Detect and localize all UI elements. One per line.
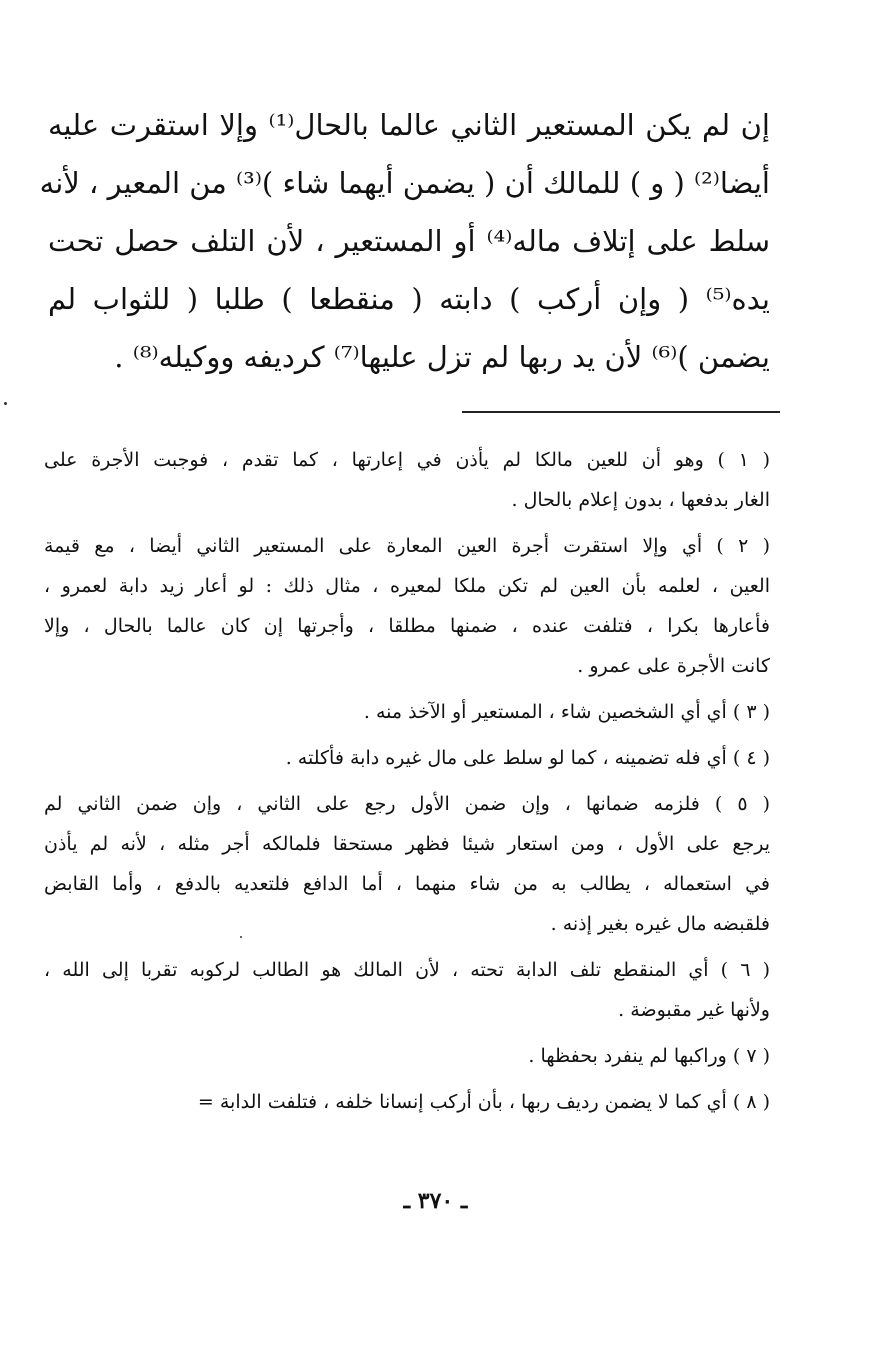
footnote-line: ولأنها غير مقبوضة . [618,999,770,1021]
footnote-2 [44,526,770,686]
footnote-line: العين ، لعلمه بأن العين لم تكن ملكا لمعيره ، مثال ذلك : لو أعار زيد دابة لعمرو ، [44,575,770,597]
footnote-3 [44,692,770,732]
footnote-line: ( ٢ ) أي وإلا استقرت أجرة العين المعارة على المستعير الثاني أيضا ، مع قيمة [44,535,771,557]
footnote-line: ( ١ ) وهو أن للعين مالكا لم يأذن في إعارتها ، كما تقدم ، فوجبت الأجرة على [44,449,771,471]
footnotes-block [44,440,770,1128]
footnote-line: فلقبضه مال غيره بغير إذنه . [550,913,770,935]
footnote-line: فأعارها بكرا ، فتلفت عنده ، ضمنها مطلقا ، وأجرتها إن كان عالما بالحال ، وإلا [44,615,770,637]
footnote-6 [44,950,770,1030]
footnote-line: كانت الأجرة على عمرو . [577,655,770,677]
main-text-block [39,96,771,386]
main-text-line: يده⁽⁵⁾ ( وإن أركب ) دابته ( منقطعا ) طلبا ( للثواب لم [48,282,770,316]
main-text-line: يضمن )⁽⁶⁾ لأن يد ربها لم تزل عليها⁽⁷⁾ كرديفه ووكيله⁽⁸⁾ . [114,340,770,374]
footnote-7 [44,1036,770,1076]
footnote-line: في استعماله ، يطالب به من شاء منهما ، أما الدافع فلتعديه بالدفع ، وأما القابض [44,873,770,895]
footnote-1 [44,440,770,520]
footnote-5 [44,784,770,944]
footnote-line: ( ٨ ) أي كما لا يضمن رديف ربها ، بأن أركب إنسانا خلفه ، فتلفت الدابة = [197,1091,770,1113]
footnote-line: ( ٦ ) أي المنقطع تلف الدابة تحته ، لأن المالك هو الطالب لركوبه تقربا إلى الله ، [44,959,770,981]
footnote-line: ( ٧ ) وراكبها لم ينفرد بحفظها . [528,1045,770,1067]
footnote-line: الغار بدفعها ، بدون إعلام بالحال . [511,489,770,511]
main-text-line: سلط على إتلاف ماله⁽⁴⁾ أو المستعير ، لأن التلف حصل تحت [48,224,771,258]
scan-speck [4,402,7,405]
main-text-line: أيضا⁽²⁾ ( و ) للمالك أن ( يضمن أيهما شاء )⁽³⁾ من المعير ، لأنه [39,166,770,200]
footnote-line: ( ٤ ) أي فله تضمينه ، كما لو سلط على مال غيره دابة فأكلته . [285,747,770,769]
footnote-4 [44,738,770,778]
scan-speck [240,936,242,938]
page-number: ـ ٣٧٠ ـ [403,1188,468,1214]
footnote-line: يرجع على الأول ، ومن استعار شيئا فظهر مستحقا فلمالكه أجر مثله ، لأنه لم يأذن [44,833,770,855]
footnote-line: ( ٥ ) فلزمه ضمانها ، وإن ضمن الأول رجع على الثاني ، وإن ضمن الثاني لم [44,793,770,815]
main-text-line: إن لم يكن المستعير الثاني عالما بالحال⁽¹⁾ وإلا استقرت عليه [48,108,770,142]
footnote-divider [462,411,780,413]
footnote-8 [44,1082,770,1122]
footnote-line: ( ٣ ) أي أي الشخصين شاء ، المستعير أو الآخذ منه . [363,701,770,723]
